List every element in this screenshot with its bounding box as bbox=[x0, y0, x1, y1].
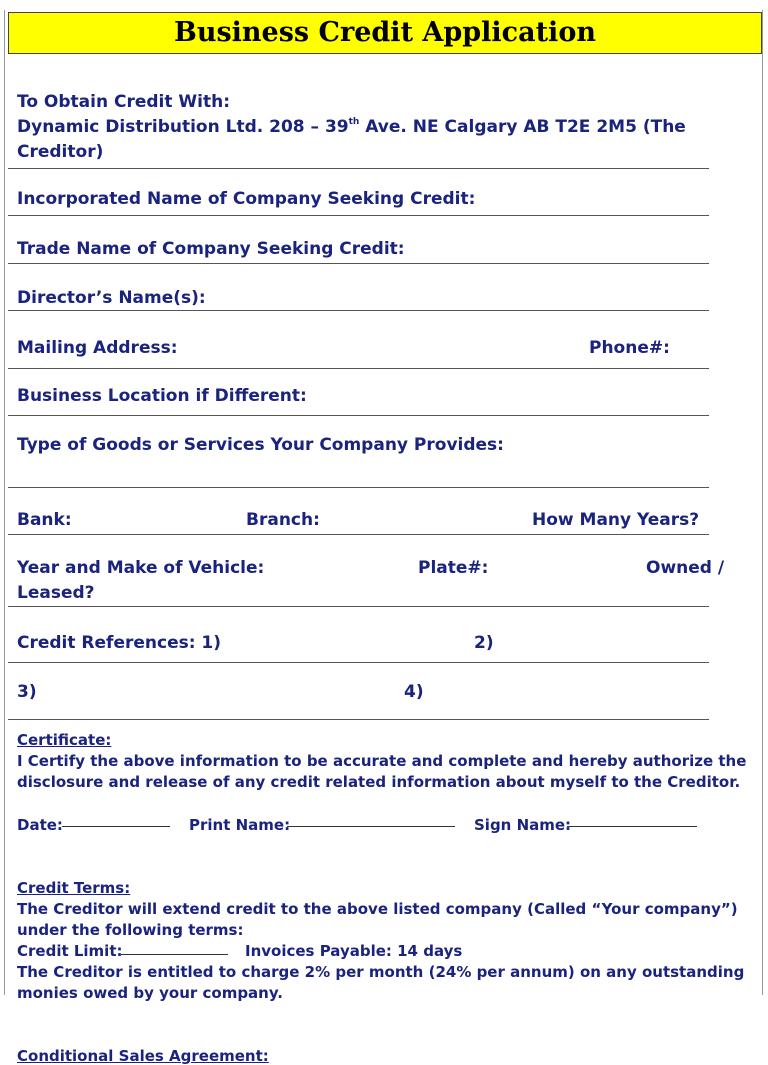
mailing-address-label: Mailing Address: bbox=[17, 338, 178, 358]
directors-label: Director’s Name(s): bbox=[17, 288, 206, 308]
trade-name-label: Trade Name of Company Seeking Credit: bbox=[17, 239, 405, 259]
divider bbox=[8, 368, 709, 369]
credit-terms-line-4: The Creditor is entitled to charge 2% per month (24% per annum) on any outstanding bbox=[17, 963, 745, 981]
credit-terms-heading: Credit Terms: bbox=[17, 879, 131, 897]
divider bbox=[8, 310, 709, 311]
creditor-label: Creditor) bbox=[17, 142, 104, 162]
divider bbox=[8, 487, 709, 488]
creditor-address-sup: th bbox=[348, 117, 360, 127]
credit-limit-line[interactable] bbox=[121, 954, 228, 955]
credit-terms-line-5: monies owed by your company. bbox=[17, 984, 283, 1002]
reference-3-label: 3) bbox=[17, 682, 37, 702]
credit-limit-label: Credit Limit: bbox=[17, 942, 123, 960]
branch-label: Branch: bbox=[246, 510, 320, 530]
credit-references-label: Credit References: 1) bbox=[17, 633, 222, 653]
print-name-signature-line[interactable] bbox=[287, 826, 455, 827]
vehicle-label: Year and Make of Vehicle: bbox=[17, 558, 265, 578]
divider bbox=[8, 263, 709, 264]
owned-label: Owned / bbox=[646, 558, 725, 578]
page-border-left bbox=[4, 10, 5, 995]
business-location-label: Business Location if Different: bbox=[17, 386, 307, 406]
leased-label: Leased? bbox=[17, 583, 95, 603]
reference-4-label: 4) bbox=[404, 682, 424, 702]
title-banner bbox=[8, 12, 762, 54]
divider bbox=[8, 168, 709, 169]
certificate-text-line-2: disclosure and release of any credit related information about myself to the Creditor. bbox=[17, 773, 741, 791]
plate-label: Plate#: bbox=[418, 558, 489, 578]
bank-label: Bank: bbox=[17, 510, 72, 530]
divider bbox=[8, 719, 709, 720]
sign-name-label: Sign Name: bbox=[474, 816, 572, 834]
date-signature-line[interactable] bbox=[62, 826, 170, 827]
years-label: How Many Years? bbox=[532, 510, 700, 530]
sign-name-signature-line[interactable] bbox=[567, 826, 697, 827]
page-border-right bbox=[762, 10, 763, 995]
goods-services-label: Type of Goods or Services Your Company Provides: bbox=[17, 435, 504, 455]
creditor-address-suffix: Ave. NE Calgary AB T2E 2M5 (The bbox=[359, 117, 686, 137]
reference-2-label: 2) bbox=[474, 633, 494, 653]
phone-label: Phone#: bbox=[589, 338, 670, 358]
divider bbox=[8, 662, 709, 663]
creditor-address bbox=[17, 115, 686, 139]
divider bbox=[8, 215, 709, 216]
date-label: Date: bbox=[17, 816, 63, 834]
divider bbox=[8, 534, 709, 535]
incorporated-name-label: Incorporated Name of Company Seeking Credit: bbox=[17, 189, 476, 209]
creditor-intro: To Obtain Credit With: bbox=[17, 92, 231, 112]
certificate-heading: Certificate: bbox=[17, 731, 112, 749]
print-name-label: Print Name: bbox=[189, 816, 291, 834]
page-title: Business Credit Application bbox=[174, 17, 596, 48]
creditor-address-prefix: Dynamic Distribution Ltd. 208 – 39 bbox=[17, 117, 349, 137]
conditional-sales-heading: Conditional Sales Agreement: bbox=[17, 1047, 269, 1065]
credit-terms-line-1: The Creditor will extend credit to the above listed company (Called “Your company”) bbox=[17, 900, 738, 918]
certificate-text-line-1: I Certify the above information to be accurate and complete and hereby authorize the bbox=[17, 752, 747, 770]
invoices-payable-text: Invoices Payable: 14 days bbox=[245, 942, 463, 960]
divider bbox=[8, 415, 709, 416]
divider bbox=[8, 606, 709, 607]
credit-terms-line-2: under the following terms: bbox=[17, 921, 244, 939]
